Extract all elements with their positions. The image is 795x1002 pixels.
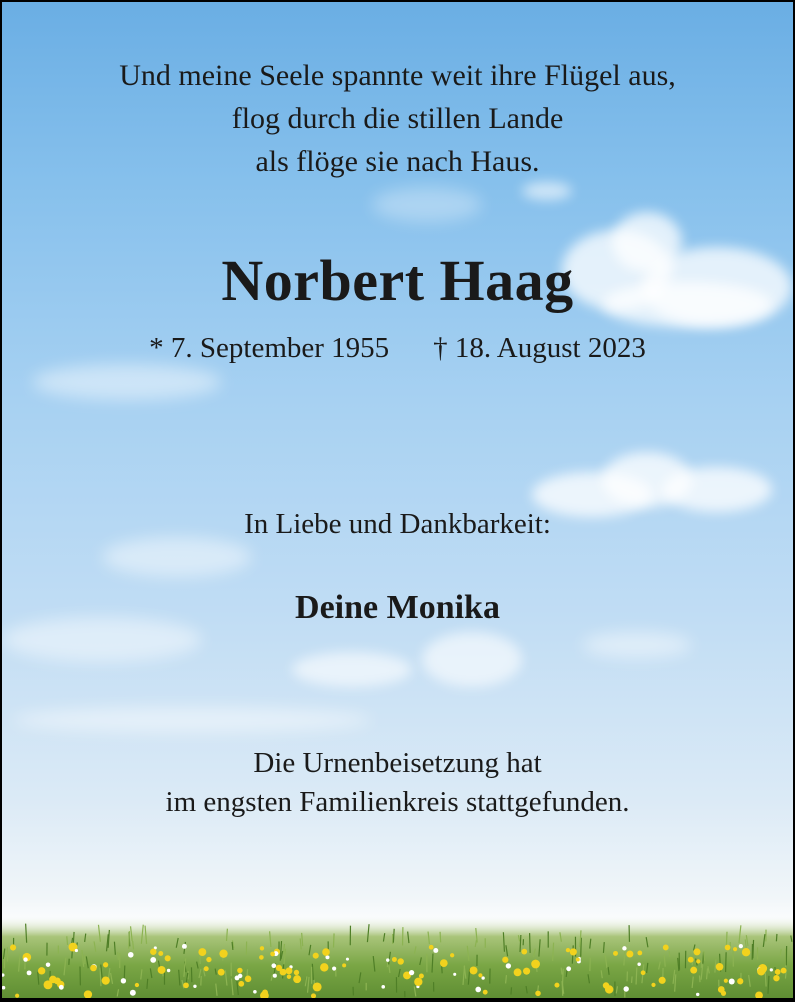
birth-date: * 7. September 1955 [149,330,389,366]
notice-line: Die Urnenbeisetzung hat [2,744,793,783]
verse-line: Und meine Seele spannte weit ihre Flügel aus, [2,54,793,97]
signature: Deine Monika [2,587,793,629]
deceased-name: Norbert Haag [2,246,793,316]
obituary-card [2,2,793,998]
burial-notice [2,744,793,822]
life-dates [2,330,793,366]
verse [2,54,793,183]
notice-line: im engsten Familienkreis stattgefunden. [2,783,793,822]
verse-line: als flöge sie nach Haus. [2,140,793,183]
meadow-flowers-image [2,916,793,998]
death-date: † 18. August 2023 [433,330,646,366]
verse-line: flog durch die stillen Lande [2,97,793,140]
dedication-text: In Liebe und Dankbarkeit: [2,506,793,542]
